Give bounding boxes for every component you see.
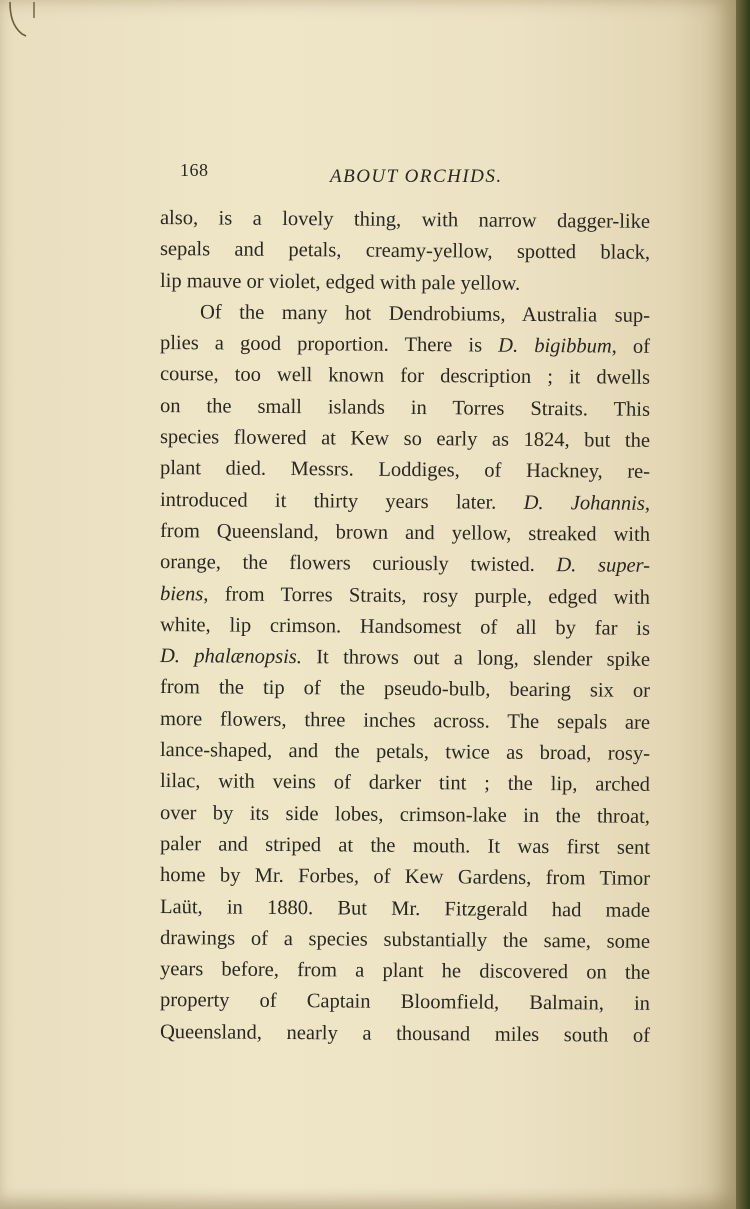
text-line [160, 641, 650, 676]
text-segment: course, too well known for description ; it dwells [159, 363, 651, 390]
text-segment: plant died. Messrs. Loddiges, of Hackney, re- [159, 457, 651, 484]
text-segment: lance-shaped, and the petals, twice as broad, rosy- [159, 739, 651, 765]
text-line [160, 547, 650, 582]
text-segment: introduced it thirty years later. [159, 488, 524, 514]
text-segment: , of [611, 335, 651, 359]
running-title: ABOUT ORCHIDS. [330, 166, 503, 187]
text-line [160, 234, 650, 269]
text-line [160, 579, 650, 614]
text-segment: Of the many hot Dendrobiums, Australia sup- [199, 301, 651, 327]
text-segment: lilac, with veins of darker tint ; the lip, arched [159, 770, 651, 797]
text-segment: over by its side lobes, crimson-lake in the throat, [159, 801, 651, 828]
text-segment: years before, from a plant he discovered on the [159, 958, 651, 984]
italic-species-name: D. super- [556, 554, 651, 578]
text-segment: orange, the flowers curiously twisted. [159, 551, 557, 577]
text-segment: , from Torres Straits, rosy purple, edged with [203, 582, 651, 609]
text-line [160, 672, 650, 707]
text-line [160, 923, 650, 958]
text-line [160, 391, 650, 426]
text-line [160, 266, 650, 301]
text-segment: on the small islands in Torres Straits. This [159, 394, 651, 421]
text-line [160, 1017, 650, 1052]
text-line [160, 328, 650, 363]
text-segment: lip mauve or violet, edged with pale yellow. [159, 269, 521, 295]
text-line [160, 860, 650, 895]
text-segment: more flowers, three inches across. The sepals are [159, 707, 651, 734]
text-line [160, 954, 650, 989]
text-line [160, 798, 650, 833]
text-segment: Laüt, in 1880. But Mr. Fitzgerald had made [159, 895, 651, 922]
text-segment: from the tip of the pseudo-bulb, bearing six or [159, 676, 651, 703]
text-line [160, 297, 650, 332]
text-segment: paler and striped at the mouth. It was first sent [159, 832, 651, 859]
italic-species-name: biens [159, 582, 204, 605]
text-line [160, 453, 650, 488]
text-line [160, 892, 650, 927]
text-line [160, 735, 650, 770]
page-header [180, 160, 640, 190]
text-line [160, 516, 650, 551]
text-line [160, 485, 650, 520]
pencil-mark-icon [4, 0, 40, 40]
text-line [160, 985, 650, 1020]
text-segment: plies a good proportion. There is [159, 332, 499, 357]
text-segment: , [644, 492, 651, 515]
text-line [160, 610, 650, 645]
text-line [160, 766, 650, 801]
page-number: 168 [180, 160, 209, 180]
text-line [160, 203, 650, 238]
text-segment: drawings of a species substantially the same, some [159, 926, 651, 953]
text-line [160, 422, 650, 457]
book-spine-edge [736, 0, 750, 1209]
text-line [160, 704, 650, 739]
text-segment: Queensland, nearly a thousand miles south of [159, 1020, 651, 1047]
text-segment: It throws out a long, slender spike [301, 646, 651, 672]
italic-species-name: D. bigibbum [498, 334, 612, 358]
body-text [160, 203, 650, 1048]
text-segment: home by Mr. Forbes, of Kew Gardens, from Timor [159, 864, 651, 891]
text-line [160, 359, 650, 394]
text-line [160, 829, 650, 864]
text-segment: white, lip crimson. Handsomest of all by far is [159, 613, 651, 640]
italic-species-name: D. phalænopsis. [159, 645, 303, 669]
text-segment: from Queensland, brown and yellow, streaked with [159, 519, 651, 546]
text-segment: sepals and petals, creamy-yellow, spotted black, [159, 238, 651, 265]
text-segment: property of Captain Bloomfield, Balmain, in [159, 989, 651, 1016]
text-segment: also, is a lovely thing, with narrow dagger-like [159, 207, 651, 233]
italic-species-name: D. Johannis [523, 491, 645, 515]
text-segment: species flowered at Kew so early as 1824, but the [159, 426, 651, 452]
